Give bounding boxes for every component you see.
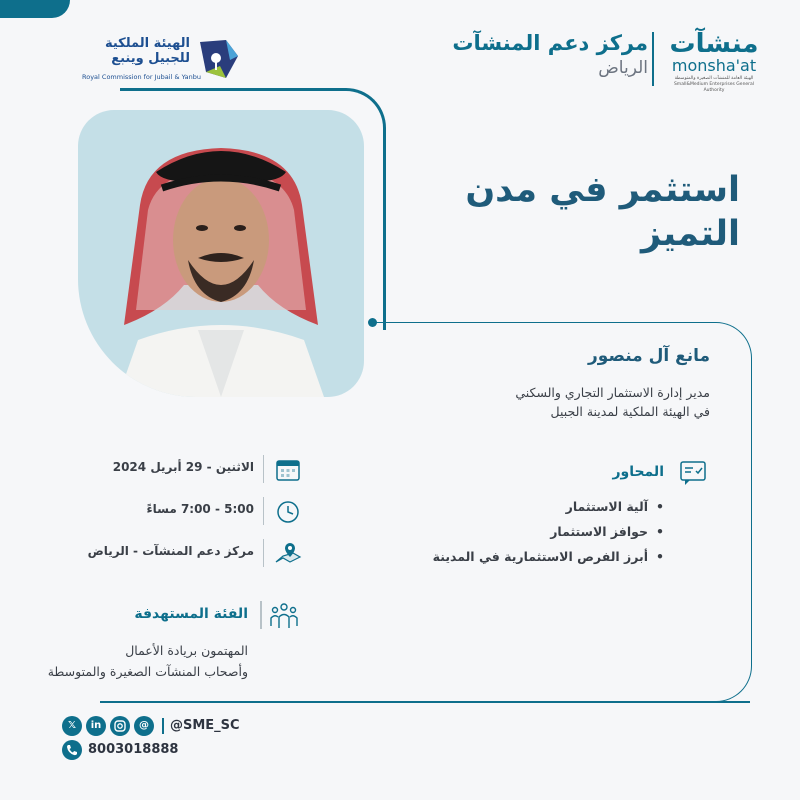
center-title: مركز دعم المنشآت xyxy=(452,31,648,55)
rc-english-name: Royal Commission for Jubail & Yanbu xyxy=(82,73,202,81)
audience-description: المهتمون بريادة الأعمال وأصحاب المنشآت الصغيرة والمتوسطة xyxy=(47,643,248,679)
phone-icon[interactable] xyxy=(62,740,82,760)
rc-emblem-icon xyxy=(196,38,242,82)
map-pin-icon xyxy=(274,540,302,568)
date-row xyxy=(60,452,310,486)
location-row xyxy=(60,536,310,570)
clock-icon xyxy=(274,498,302,526)
monshaat-logo: منشآت monsha'at الهيئة العامة للمنشآت الصغيرة والمتوسطة Small&Medium Enterprises General Authority xyxy=(669,29,759,93)
speaker-name: مانع آل منصور xyxy=(588,346,710,366)
event-time: 5:00 - 7:00 مساءً xyxy=(146,502,254,516)
people-group-icon xyxy=(268,600,300,632)
header-divider xyxy=(652,32,654,86)
time-row xyxy=(60,494,310,528)
event-headline: استثمر في مدن التميز xyxy=(465,170,740,254)
x-icon[interactable]: 𝕏 xyxy=(62,716,82,736)
speaker-photo xyxy=(78,110,364,397)
center-heading xyxy=(452,30,648,80)
center-city: الرياض xyxy=(598,58,648,78)
topics-title: المحاور xyxy=(612,464,664,480)
phone-number[interactable]: 8003018888 xyxy=(88,742,179,757)
threads-icon[interactable]: @ xyxy=(134,716,154,736)
speaker-role: مدير إدارة الاستثمار التجاري والسكني في الهيئة الملكية لمدينة الجبيل xyxy=(515,385,710,419)
topics-list xyxy=(304,494,664,569)
event-location: مركز دعم المنشآت - الرياض xyxy=(87,544,254,558)
list-item: •حوافز الاستثمار xyxy=(550,524,664,539)
calendar-icon xyxy=(274,456,302,484)
panel-bottom-line xyxy=(100,701,750,703)
instagram-icon[interactable] xyxy=(110,716,130,736)
corner-accent xyxy=(0,0,70,18)
event-date: الاثنين - 29 أبريل 2024 xyxy=(112,460,254,474)
royal-commission-logo xyxy=(82,36,262,86)
rc-arabic-name: الهيئة الملكية للجبيل وينبع xyxy=(104,36,190,66)
list-item: •آلية الاستثمار xyxy=(565,499,664,514)
speaker-portrait-icon xyxy=(78,110,364,397)
list-item: •أبرز الفرص الاستثمارية في المدينة xyxy=(432,549,664,564)
audience-title: الفئة المستهدفة xyxy=(134,606,248,622)
panel-dot xyxy=(368,318,377,327)
social-handle[interactable]: @SME_SC xyxy=(170,718,240,733)
agenda-icon xyxy=(678,458,708,488)
linkedin-icon[interactable]: in xyxy=(86,716,106,736)
